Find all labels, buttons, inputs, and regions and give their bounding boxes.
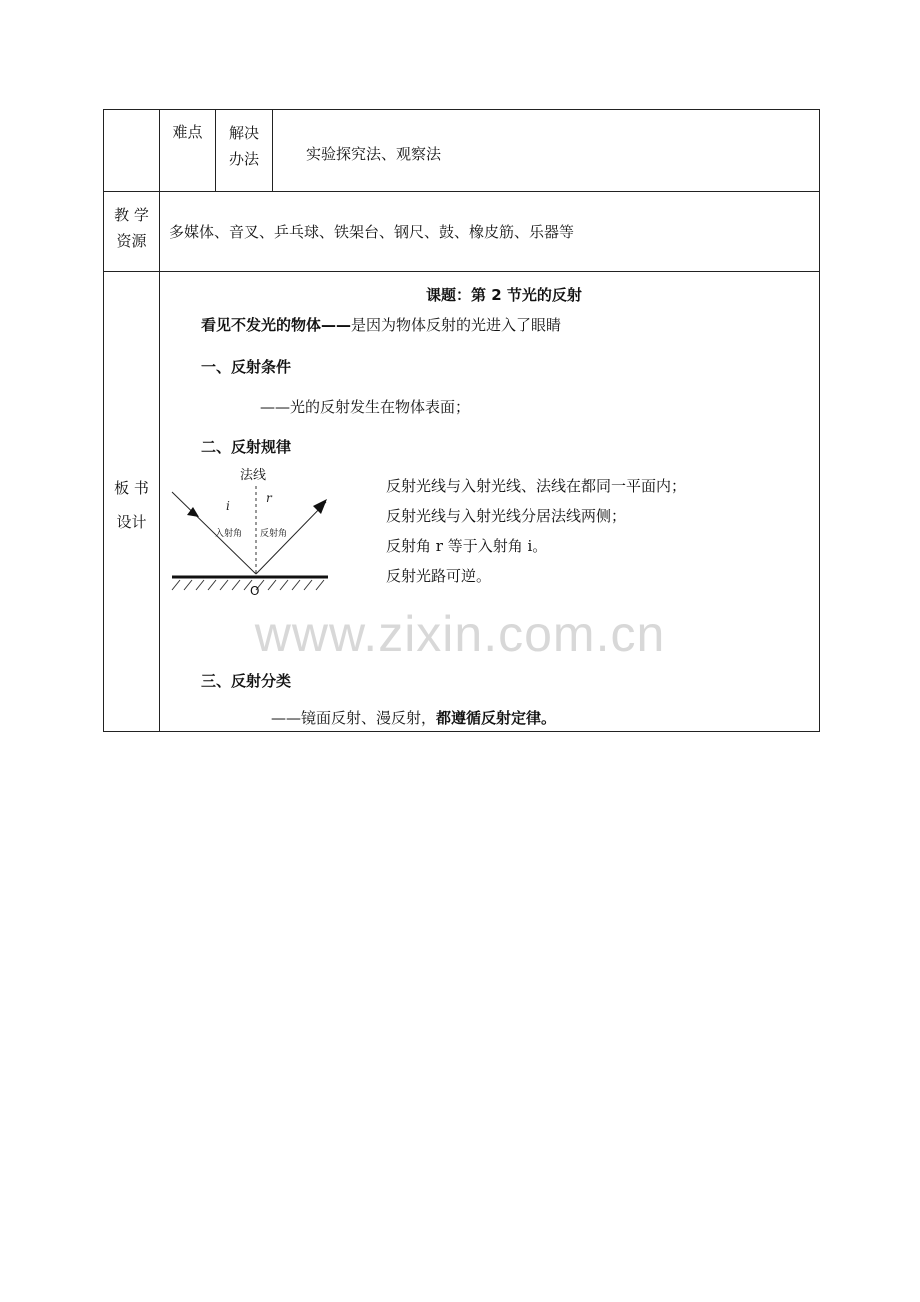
point-o-label: O — [250, 584, 260, 598]
section1-heading: 一、反射条件 — [201, 358, 292, 376]
intro-line: 看见不发光的物体——是因为物体反射的光进入了眼睛 — [201, 316, 562, 334]
normal-label: 法线 — [240, 468, 267, 483]
angle-i-label: i — [226, 499, 230, 513]
section3-heading: 三、反射分类 — [201, 672, 292, 690]
reflected-arrow-icon — [313, 499, 327, 514]
angle-r-label: r — [266, 491, 272, 505]
incident-angle-label: 入射角 — [215, 529, 243, 539]
reflection-diagram — [170, 464, 340, 602]
section1-text: ——光的反射发生在物体表面； — [260, 398, 471, 416]
board-design-label: 板 书 设计 — [104, 272, 160, 732]
rule-1: 反射光线与入射光线、法线在都同一平面内； — [386, 477, 687, 495]
lesson-title: 课题：第 2 节光的反射 — [426, 286, 582, 304]
difficulty-label: 难点 — [160, 110, 216, 192]
reflection-angle-label: 反射角 — [260, 529, 288, 539]
rule-2: 反射光线与入射光线分居法线两侧； — [386, 507, 627, 525]
section2-heading: 二、反射规律 — [201, 438, 292, 456]
solution-label: 解决 办法 — [216, 110, 273, 192]
resources-row — [104, 192, 820, 272]
empty-cell — [104, 110, 160, 192]
incident-ray — [172, 492, 256, 574]
watermark: www.zixin.com.cn — [254, 606, 666, 662]
resources-text: 多媒体、音叉、乒乓球、铁架台、钢尺、鼓、橡皮筋、乐器等 — [160, 192, 820, 272]
section3-text: ——镜面反射、漫反射，都遵循反射定律。 — [271, 709, 557, 727]
solution-text: 实验探究法、观察法 — [273, 110, 820, 192]
mirror-hatching — [172, 580, 324, 590]
rule-3: 反射角 r 等于入射角 i。 — [386, 537, 548, 555]
rule-4: 反射光路可逆。 — [386, 567, 492, 585]
difficulty-row — [104, 110, 820, 192]
resources-label: 教 学 资源 — [104, 192, 160, 272]
